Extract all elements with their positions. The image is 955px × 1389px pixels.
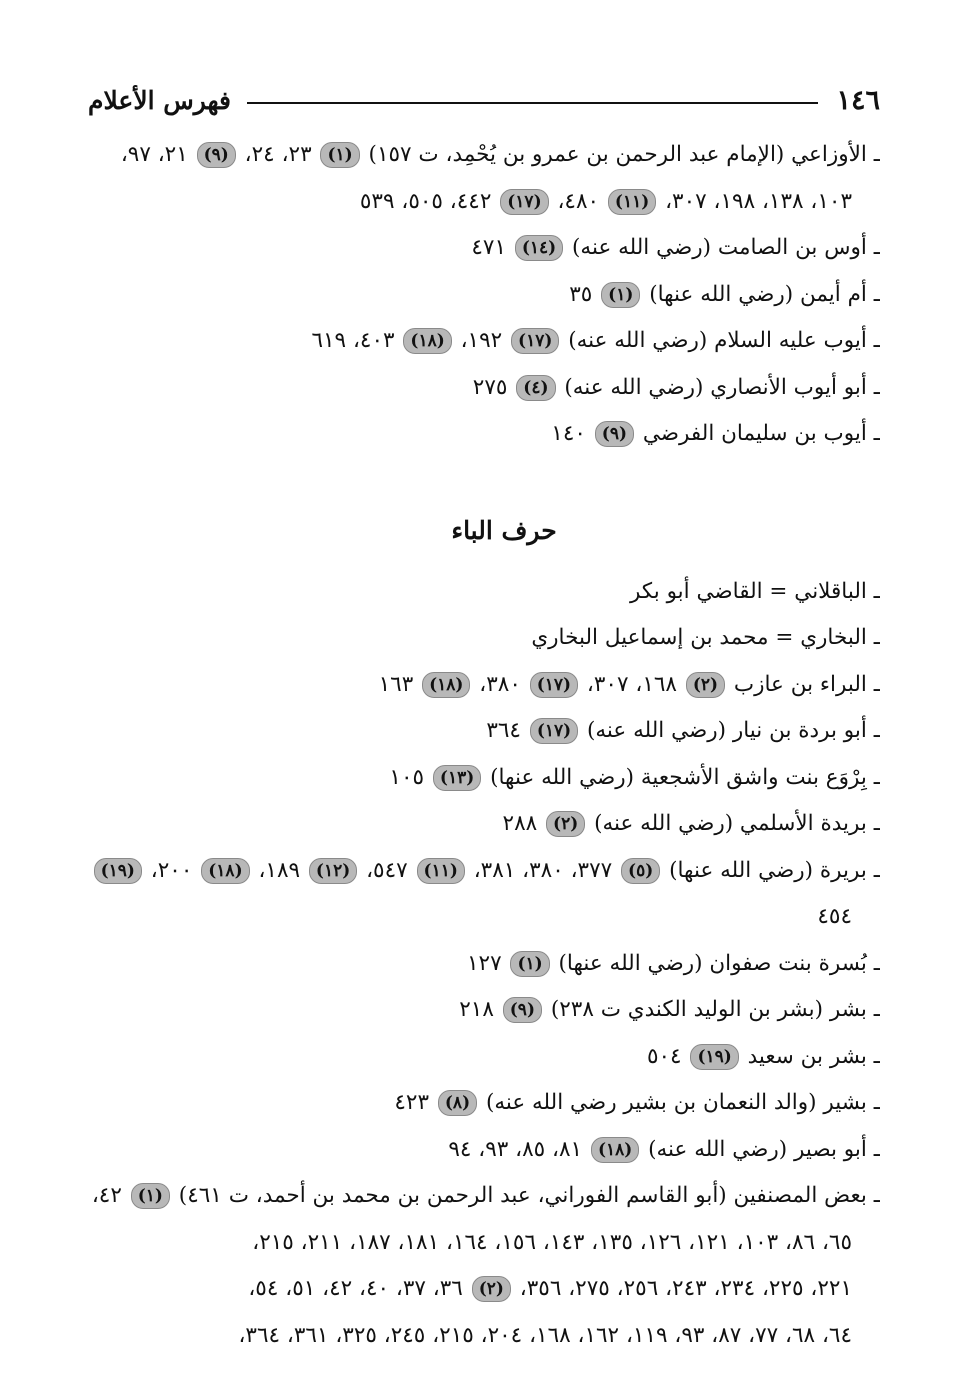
index-entry: ـ أيوب عليه السلام (رضي الله عنه) (١٧) ١٩٢، (١٨) ٤٠٣، ٦١٩ — [311, 328, 880, 353]
index-entry: ـ بُسرة بنت صفوان (رضي الله عنها) (١) ١٢٧ — [466, 950, 880, 976]
volume-badge: (١٩) — [94, 858, 142, 884]
volume-badge: (١٨) — [201, 858, 249, 884]
index-entry-continuation: ٤٥٤ — [817, 904, 852, 929]
index-entry: ـ البراء بن عازب (٢) ١٦٨، ٣٠٧، (١٧) ٣٨٠، (١٨) ١٦٣ — [378, 671, 880, 697]
header-rule — [247, 102, 818, 104]
index-entry-continuation: ٢٢١، ٢٢٥، ٢٣٤، ٢٤٣، ٢٥٦، ٢٧٥، ٣٥٦، (٢) ٣٦، ٣٧، ٤٠، ٤٢، ٥١، ٥٤، — [248, 1276, 852, 1301]
index-entries — [88, 132, 880, 1359]
volume-badge: (٩) — [503, 997, 542, 1023]
index-entry: ـ بريدة الأسلمي (رضي الله عنه) (٢) ٢٨٨ — [502, 811, 880, 836]
volume-badge: (١٧) — [530, 672, 578, 698]
index-entry: ـ أبو بردة بن نيار (رضي الله عنه) (١٧) ٣٦٤ — [486, 718, 880, 743]
volume-badge: (٢) — [546, 811, 585, 837]
index-entry-continuation: ١٠٣، ١٣٨، ١٩٨، ٣٠٧، (١١) ٤٨٠، (١٧) ٤٤٢، ٥٠٥، ٥٣٩ — [359, 188, 852, 214]
volume-badge: (١٩) — [690, 1044, 738, 1070]
index-entry: ـ بعض المصنفين (أبو القاسم الفوراني، عبد الرحمن بن محمد بن أحمد، ت ٤٦١) (١) ٤٢، — [91, 1183, 880, 1208]
volume-badge: (١٧) — [530, 718, 578, 744]
index-entry: ـ بشير (والد النعمان بن بشير رضي الله عنه) (٨) ٤٢٣ — [394, 1090, 880, 1115]
section-heading: حرف الباء — [451, 515, 557, 545]
volume-badge: (١٣) — [433, 765, 481, 791]
index-entry: ـ الباقلاني = القاضي أبو بكر — [630, 578, 880, 604]
volume-badge: (١) — [510, 951, 549, 977]
volume-badge: (١١) — [608, 189, 656, 215]
volume-badge: (١٨) — [591, 1137, 639, 1163]
index-entry: ـ البخاري = محمد بن إسماعيل البخاري — [531, 625, 880, 650]
volume-badge: (١٨) — [403, 328, 451, 354]
volume-badge: (١٨) — [422, 672, 470, 698]
index-entry-continuation: ٦٥، ٨٦، ١٠٣، ١٢١، ١٢٦، ١٣٥، ١٤٣، ١٥٦، ١٦٤، ١٨١، ١٨٧، ٢١١، ٢١٥، — [252, 1229, 852, 1255]
page-number: ١٤٦ — [836, 84, 880, 116]
volume-badge: (٩) — [595, 421, 634, 447]
index-entry: ـ بشر (بشر بن الوليد الكندي ت ٢٣٨) (٩) ٢١٨ — [459, 997, 880, 1022]
volume-badge: (١٤) — [515, 235, 563, 261]
page-header — [88, 80, 880, 120]
volume-badge: (١١) — [417, 858, 465, 884]
index-entry: ـ أبو أيوب الأنصاري (رضي الله عنه) (٤) ٢٧٥ — [472, 374, 880, 400]
volume-badge: (٢) — [686, 672, 725, 698]
volume-badge: (٨) — [438, 1090, 477, 1116]
volume-badge: (١٧) — [511, 328, 559, 354]
index-entry: ـ أم أيمن (رضي الله عنها) (١) ٣٥ — [569, 281, 880, 307]
volume-badge: (١) — [601, 282, 640, 308]
index-entry: ـ أبو بصير (رضي الله عنه) (١٨) ٨١، ٨٥، ٩٣، ٩٤ — [448, 1136, 880, 1162]
volume-badge: (٢) — [472, 1276, 511, 1302]
volume-badge: (١٧) — [500, 189, 548, 215]
volume-badge: (١) — [320, 142, 359, 168]
index-entry: ـ الأوزاعي (الإمام عبد الرحمن بن عمرو بن يُحْمِد، ت ١٥٧) (١) ٢٣، ٢٤، (٩) ٢١، ٩٧، — [120, 142, 880, 167]
volume-badge: (٤) — [516, 375, 555, 401]
volume-badge: (٩) — [197, 142, 236, 168]
volume-badge: (١) — [131, 1183, 170, 1209]
volume-badge: (١٢) — [309, 858, 357, 884]
running-title: فهرس الأعلام — [88, 85, 232, 115]
volume-badge: (٥) — [621, 858, 660, 884]
index-entry: ـ أيوب بن سليمان الفرضي (٩) ١٤٠ — [551, 421, 880, 446]
index-entry: ـ بريرة (رضي الله عنها) (٥) ٣٧٧، ٣٨٠، ٣٨١، (١١) ٥٤٧، (١٢) ١٨٩، (١٨) ٢٠٠، (١٩) — [88, 848, 880, 895]
index-entry-continuation: ٦٤، ٦٨، ٧٧، ٨٧، ٩٣، ١١٩، ١٦٢، ١٦٨، ٢٠٤، ٢١٥، ٢٤٥، ٣٢٥، ٣٦١، ٣٦٤، — [238, 1322, 852, 1348]
index-entry: ـ بِرْوَع بنت واشق الأشجعية (رضي الله عنها) (١٣) ١٠٥ — [389, 764, 880, 790]
index-entry: ـ بشر بن سعيد (١٩) ٥٠٤ — [646, 1043, 880, 1069]
index-entry: ـ أوس بن الصامت (رضي الله عنه) (١٤) ٤٧١ — [471, 235, 880, 260]
